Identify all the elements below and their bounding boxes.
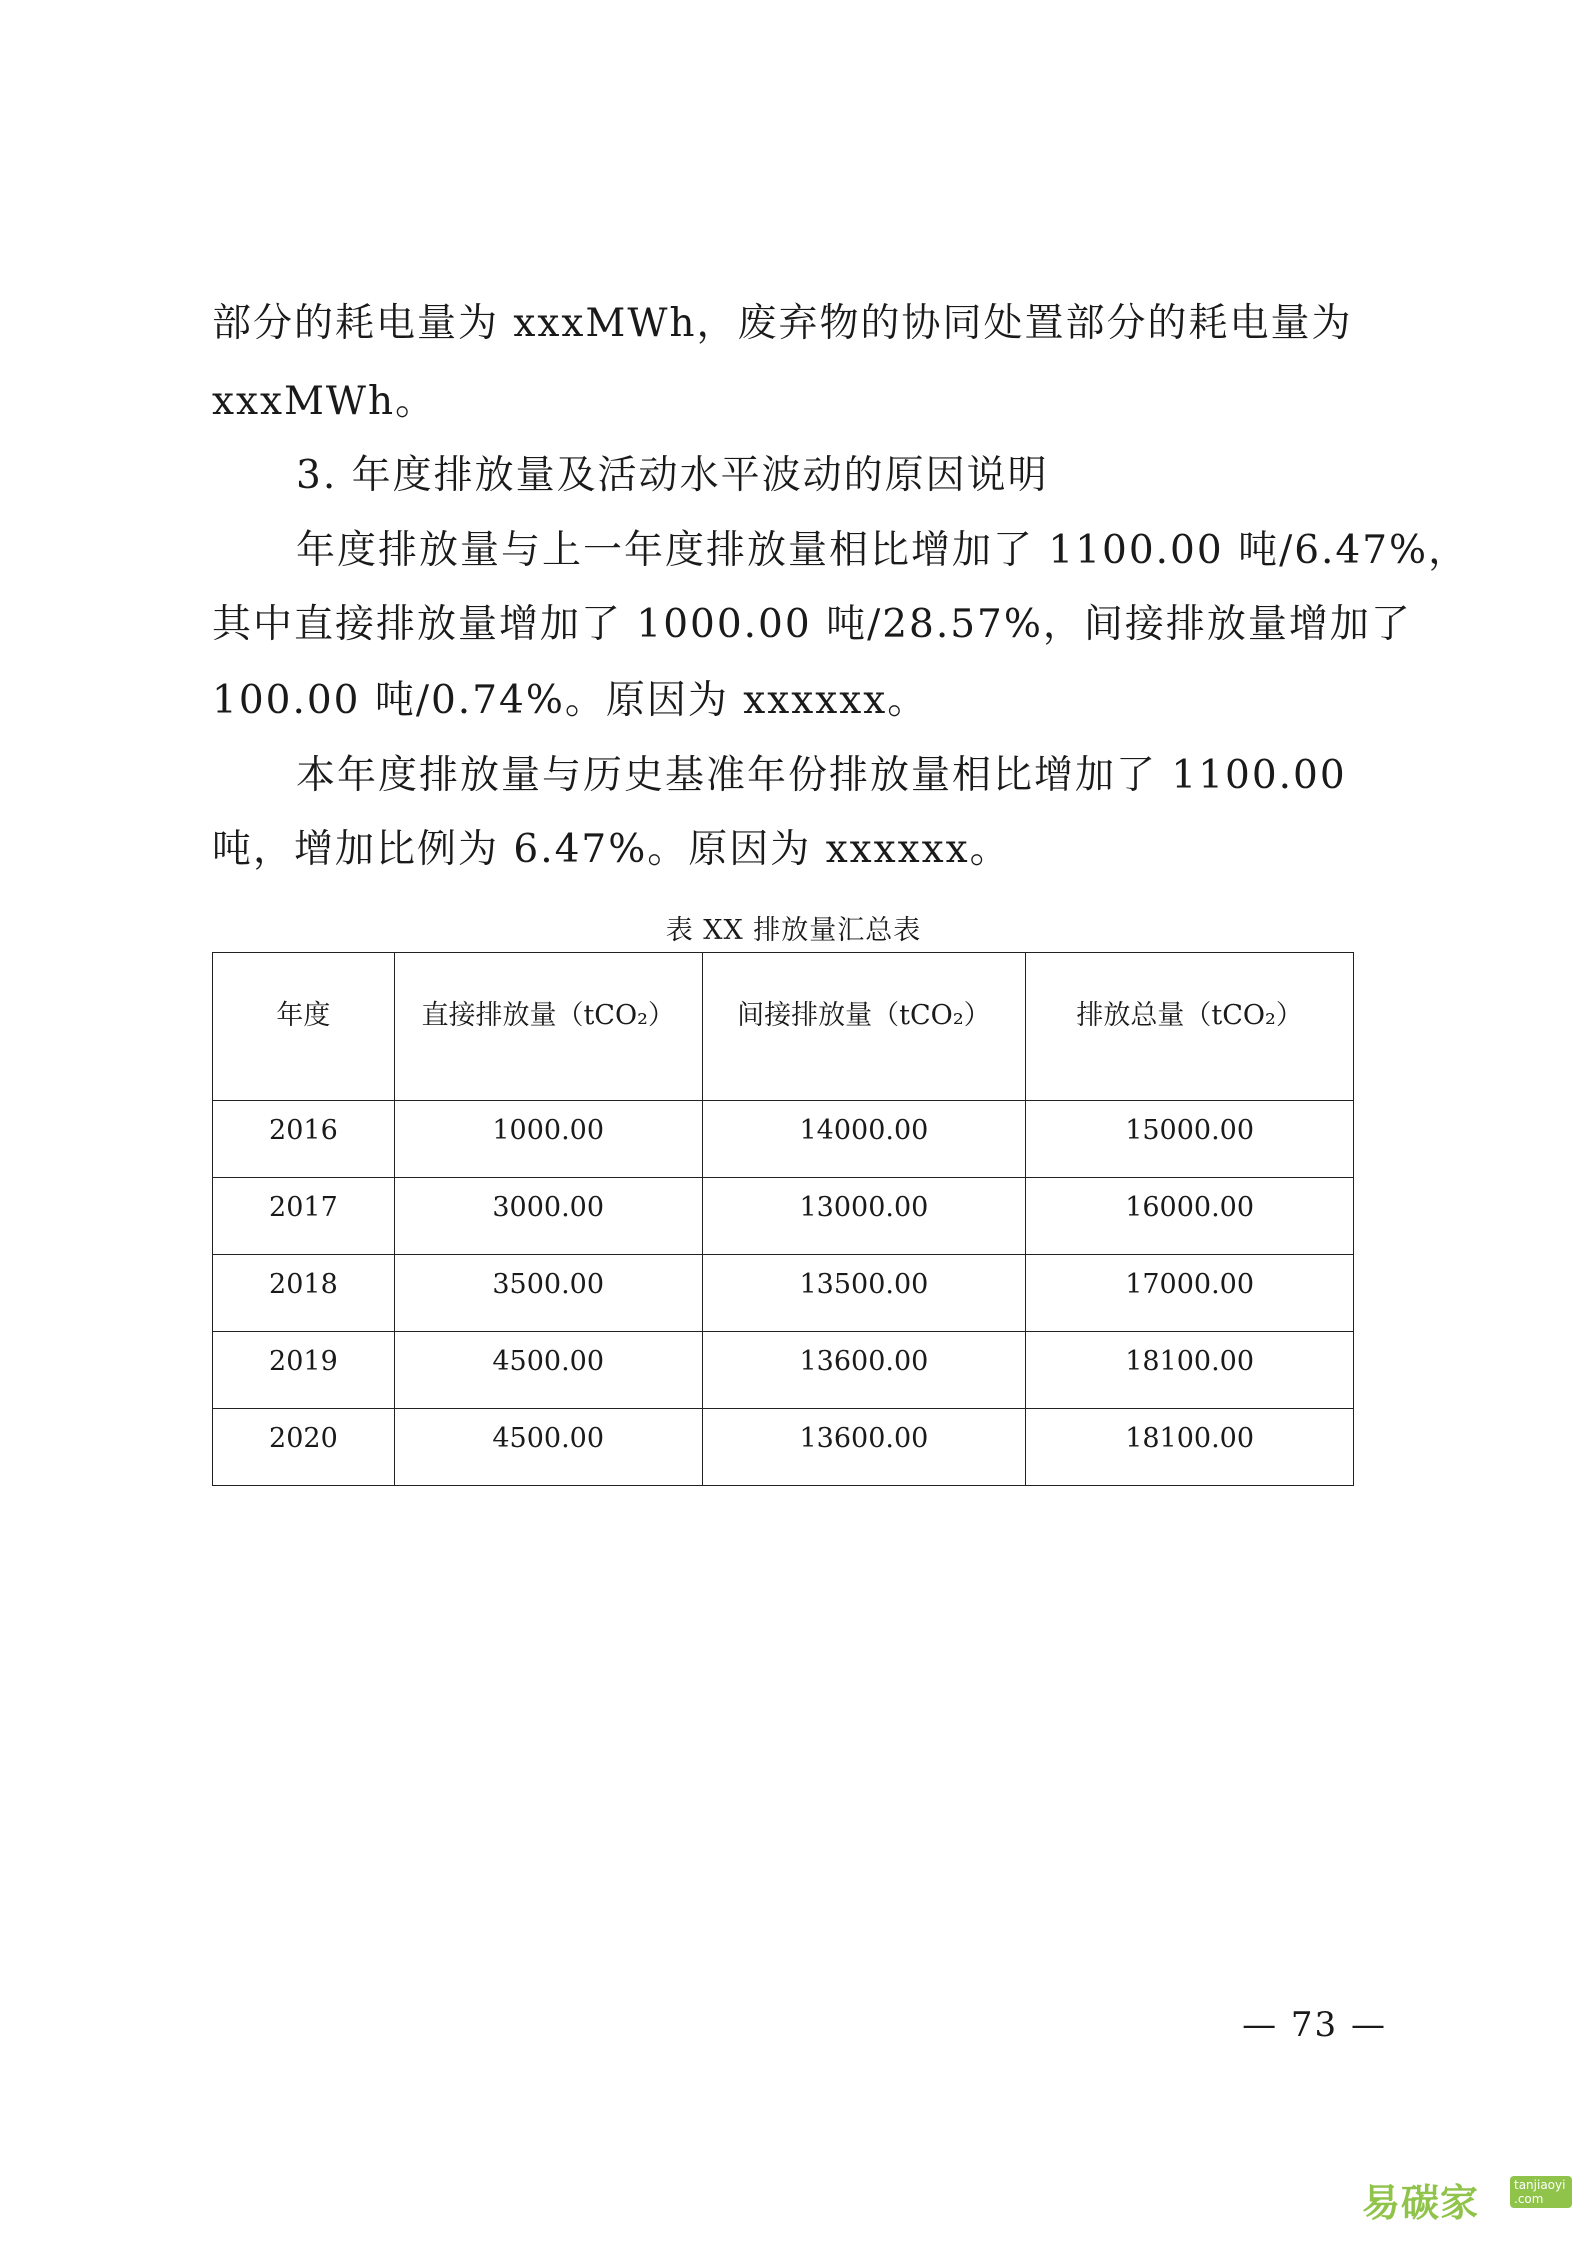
page-number-text: — 73 — [1242, 2005, 1387, 2045]
cell-year: 2016 [213, 1101, 395, 1178]
cell-year: 2018 [213, 1255, 395, 1332]
table-row [213, 1332, 1354, 1409]
header-direct-emissions: 直接排放量（tCO₂） [394, 953, 702, 1101]
table-row [213, 1101, 1354, 1178]
cell-direct: 4500.00 [394, 1332, 702, 1409]
table-header-row [213, 953, 1354, 1101]
paragraph-3-line-3: 100.00 吨/0.74%。原因为 xxxxxx。 [212, 678, 929, 723]
cell-indirect: 13000.00 [702, 1178, 1026, 1255]
cell-direct: 1000.00 [394, 1101, 702, 1178]
cell-indirect: 14000.00 [702, 1101, 1026, 1178]
paragraph-3-line-2: 其中直接排放量增加了 1000.00 吨/28.57%，间接排放量增加了 [212, 602, 1412, 647]
table-row [213, 1178, 1354, 1255]
cell-direct: 4500.00 [394, 1409, 702, 1486]
header-year: 年度 [213, 953, 395, 1101]
header-indirect-emissions: 间接排放量（tCO₂） [702, 953, 1026, 1101]
cell-indirect: 13600.00 [702, 1409, 1026, 1486]
cell-total: 18100.00 [1026, 1332, 1354, 1409]
cell-direct: 3000.00 [394, 1178, 702, 1255]
paragraph-1-line-1: 部分的耗电量为 xxxMWh，废弃物的协同处置部分的耗电量为 [212, 301, 1353, 346]
paragraph-1-line-2: xxxMWh。 [212, 379, 437, 424]
section-heading: 3. 年度排放量及活动水平波动的原因说明 [296, 453, 1049, 498]
cell-total: 15000.00 [1026, 1101, 1354, 1178]
table-row [213, 1409, 1354, 1486]
cell-indirect: 13500.00 [702, 1255, 1026, 1332]
paragraph-4-line-2: 吨，增加比例为 6.47%。原因为 xxxxxx。 [212, 827, 1011, 872]
cell-total: 17000.00 [1026, 1255, 1354, 1332]
cell-total: 18100.00 [1026, 1409, 1354, 1486]
watermark-text: 易碳家 [1362, 2181, 1480, 2225]
cell-indirect: 13600.00 [702, 1332, 1026, 1409]
table-caption: 表 XX 排放量汇总表 [665, 915, 922, 946]
watermark-tag: tanjiaoyi .com [1510, 2176, 1572, 2208]
cell-direct: 3500.00 [394, 1255, 702, 1332]
header-total-emissions: 排放总量（tCO₂） [1026, 953, 1354, 1101]
page-number [0, 2005, 1587, 2045]
paragraph-3-line-1: 年度排放量与上一年度排放量相比增加了 1100.00 吨/6.47%， [296, 528, 1470, 573]
emission-summary-table [212, 952, 1354, 1486]
table-row [213, 1255, 1354, 1332]
watermark-logo [1362, 2172, 1572, 2232]
cell-year: 2017 [213, 1178, 395, 1255]
cell-year: 2019 [213, 1332, 395, 1409]
cell-year: 2020 [213, 1409, 395, 1486]
paragraph-4-line-1: 本年度排放量与历史基准年份排放量相比增加了 1100.00 [296, 753, 1347, 798]
cell-total: 16000.00 [1026, 1178, 1354, 1255]
